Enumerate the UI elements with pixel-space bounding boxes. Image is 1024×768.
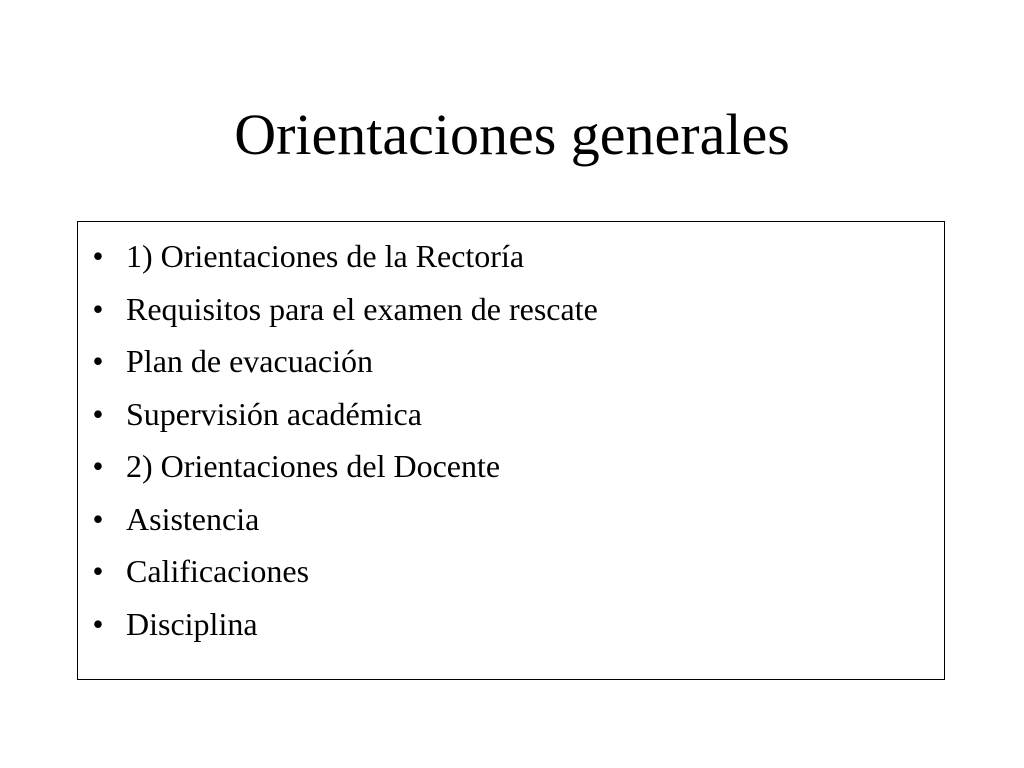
list-item-text: Supervisión académica bbox=[126, 395, 422, 432]
bullet-icon: • bbox=[92, 290, 104, 327]
list-item-text: Calificaciones bbox=[126, 553, 310, 589]
bullet-icon: • bbox=[92, 500, 104, 537]
list-item-text: 1) Orientaciones de la Rectoría bbox=[126, 238, 525, 274]
bullet-icon: • bbox=[92, 238, 104, 274]
bullet-icon: • bbox=[92, 448, 104, 484]
bullet-icon: • bbox=[92, 553, 104, 589]
bullet-list bbox=[78, 230, 944, 650]
list-item-text: Plan de evacuación bbox=[126, 343, 373, 379]
bullet-icon: • bbox=[92, 343, 104, 379]
list-item bbox=[78, 440, 944, 493]
list-item-text: Requisitos para el examen de rescate bbox=[126, 290, 598, 327]
list-item bbox=[78, 388, 944, 441]
slide-title: Orientaciones generales bbox=[234, 102, 790, 167]
list-item-text: Asistencia bbox=[126, 500, 260, 537]
list-item-text: 2) Orientaciones del Docente bbox=[126, 448, 501, 484]
list-item bbox=[78, 598, 944, 651]
bullet-icon: • bbox=[92, 605, 104, 642]
list-item bbox=[78, 545, 944, 598]
list-item bbox=[78, 230, 944, 283]
bullet-icon: • bbox=[92, 395, 104, 432]
list-item bbox=[78, 335, 944, 388]
content-box bbox=[77, 221, 945, 680]
list-item bbox=[78, 283, 944, 336]
list-item-text: Disciplina bbox=[126, 605, 258, 642]
list-item bbox=[78, 493, 944, 546]
